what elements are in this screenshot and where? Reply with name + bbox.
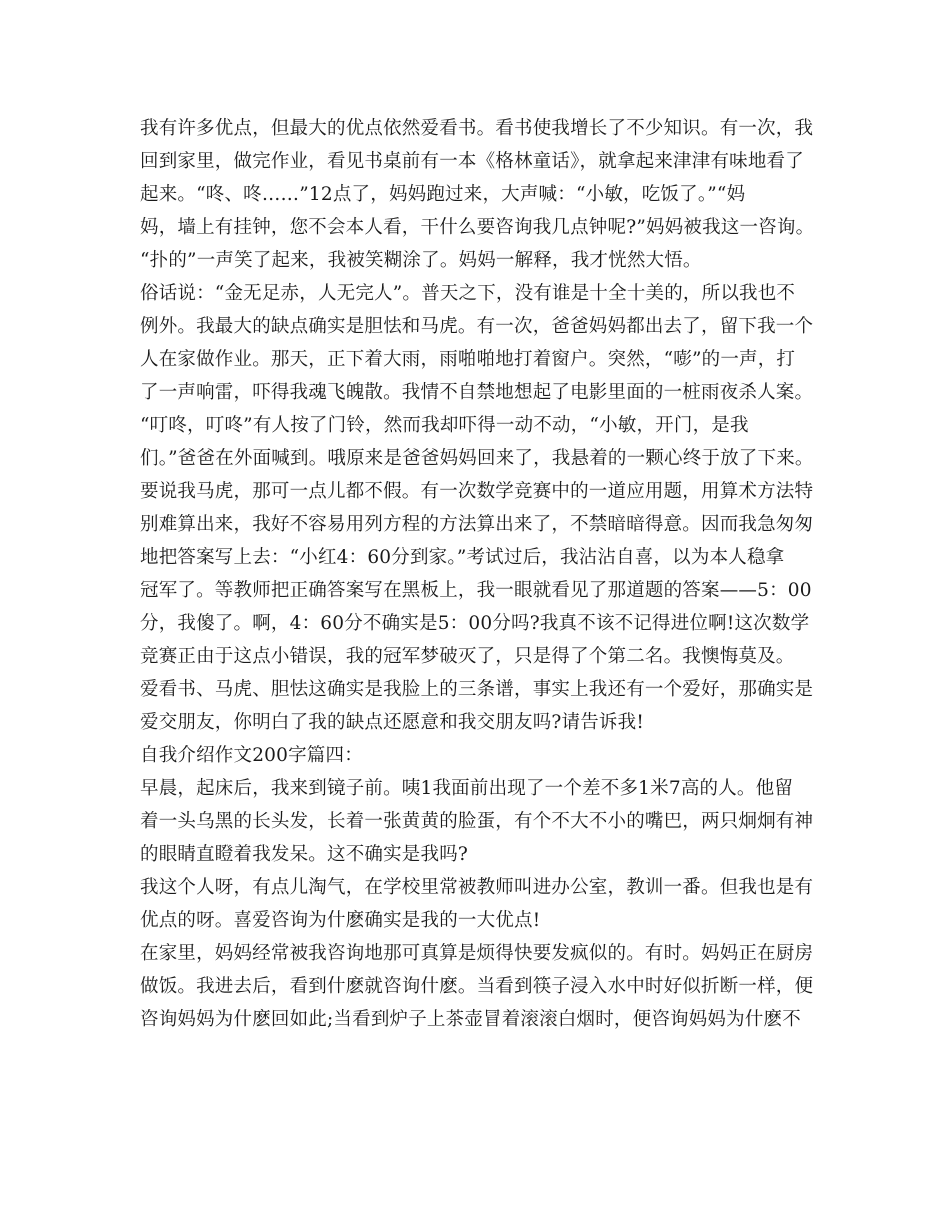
text-line: 妈，墙上有挂钟，您不会本人看，干什么要咨询我几点钟呢?”妈妈被我这一咨询。 bbox=[140, 217, 815, 238]
text-line: 了一声响雷，吓得我魂飞魄散。我情不自禁地想起了电影里面的一桩雨夜杀人案。 bbox=[140, 382, 814, 403]
text-line: 例外。我最大的缺点确实是胆怯和马虎。有一次，爸爸妈妈都出去了，留下我一个 bbox=[140, 316, 814, 337]
text-line: 人在家做作业。那天，正下着大雨，雨啪啪地打着窗户。突然，“嘭”的一声，打 bbox=[140, 349, 796, 370]
document-body bbox=[140, 112, 820, 1036]
text-line: 优点的呀。喜爱咨询为什麽确实是我的一大优点! bbox=[140, 910, 541, 931]
text-line: “叮咚，叮咚”有人按了门铃，然而我却吓得一动不动，“小敏，开门，是我 bbox=[140, 415, 749, 436]
text-line: 地把答案写上去：“小红4：60分到家。”考试过后，我沾沾自喜，以为本人稳拿 bbox=[140, 547, 785, 568]
text-line: 别难算出来，我好不容易用列方程的方法算出来了，不禁暗暗得意。因而我急匆匆 bbox=[140, 514, 814, 535]
text-line: 咨询妈妈为什麽回如此;当看到炉子上茶壶冒着滚滚白烟时，便咨询妈妈为什麽不 bbox=[140, 1009, 801, 1030]
text-line: 的眼睛直瞪着我发呆。这不确实是我吗? bbox=[140, 844, 469, 865]
text-line: 我这个人呀，有点儿淘气，在学校里常被教师叫进办公室，教训一番。但我也是有 bbox=[140, 877, 814, 898]
text-line: 做饭。我进去后，看到什麽就咨询什麽。当看到筷子浸入水中时好似折断一样，便 bbox=[140, 976, 814, 997]
text-line: 着一头乌黑的长头发，长着一张黄黄的脸蛋，有个不大不小的嘴巴，两只炯炯有神 bbox=[140, 811, 814, 832]
text-line: 爱看书、马虎、胆怯这确实是我脸上的三条谱，事实上我还有一个爱好，那确实是 bbox=[140, 679, 814, 700]
text-line: 竞赛正由于这点小错误，我的冠军梦破灭了，只是得了个第二名。我懊悔莫及。 bbox=[140, 646, 795, 667]
text-line: 们。”爸爸在外面喊到。哦原来是爸爸妈妈回来了，我悬着的一颗心终于放了下来。 bbox=[140, 448, 814, 469]
text-line: 要说我马虎，那可一点儿都不假。有一次数学竞赛中的一道应用题，用算术方法特 bbox=[140, 481, 814, 502]
text-line: 早晨，起床后，我来到镜子前。咦1我面前出现了一个差不多1米7高的人。他留 bbox=[140, 778, 794, 799]
text-line: 回到家里，做完作业，看见书桌前有一本《格林童话》，就拿起来津津有味地看了 bbox=[140, 151, 804, 172]
text-line: “扑的”一声笑了起来，我被笑糊涂了。妈妈一解释，我才恍然大悟。 bbox=[140, 250, 702, 271]
text-line: 冠军了。等教师把正确答案写在黑板上，我一眼就看见了那道题的答案——5：00 bbox=[140, 580, 812, 601]
text-line: 爱交朋友，你明白了我的缺点还愿意和我交朋友吗?请告诉我! bbox=[140, 712, 644, 733]
text-line: 在家里，妈妈经常被我咨询地那可真算是烦得快要发疯似的。有时。妈妈正在厨房 bbox=[140, 943, 814, 964]
text-line: 分，我傻了。啊，4：60分不确实是5：00分吗?我真不该不记得进位啊!这次数学 bbox=[140, 613, 810, 634]
text-line: 俗话说：“金无足赤，人无完人”。普天之下，没有谁是十全十美的，所以我也不 bbox=[140, 283, 796, 304]
section-heading: 自我介绍作文200字篇四： bbox=[140, 745, 363, 766]
text-line: 我有许多优点，但最大的优点依然爱看书。看书使我增长了不少知识。有一次，我 bbox=[140, 118, 814, 139]
text-line: 起来。“咚、咚……”12点了，妈妈跑过来，大声喊：“小敏，吃饭了。”“妈 bbox=[140, 184, 746, 205]
